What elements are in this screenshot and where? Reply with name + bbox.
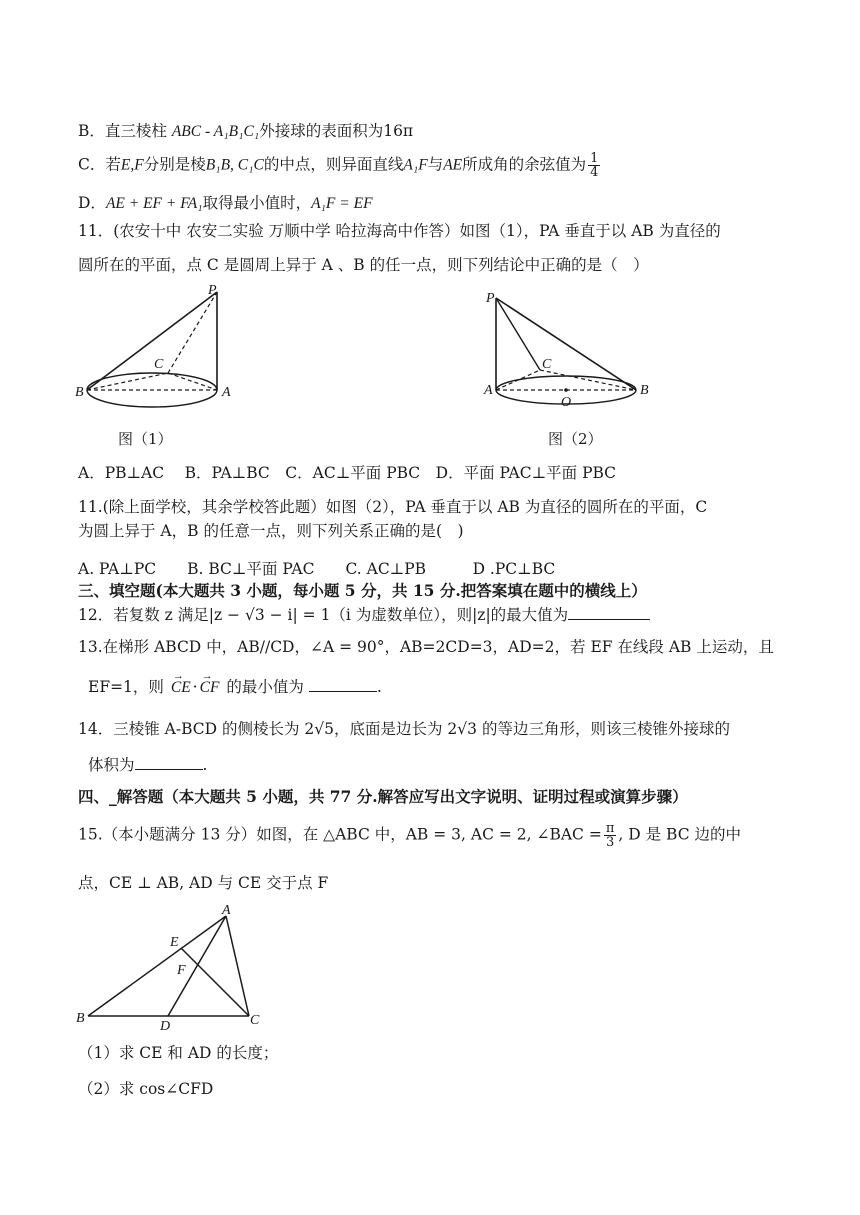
- q11b-line2: 为圆上异于 A，B 的任意一点，则下列关系正确的是( ): [78, 522, 464, 540]
- cosine-fraction: $\frac{1}{4}$: [590, 151, 599, 180]
- figure-1-caption: 图（1）: [118, 430, 173, 448]
- q15-line2: 点，CE ⊥ AB, AD 与 CE 交于点 F: [78, 874, 329, 892]
- q11b-line1: 11.(除上面学校，其余学校答此题）如图（2），PA 垂直于以 AB 为直径的圆所在的平面，C: [78, 498, 708, 516]
- q10-option-b: B．直三棱柱 ABC - A₁B₁C₁外接球的表面积为16π: [78, 122, 414, 140]
- fig2-label-p: P: [486, 291, 495, 306]
- pi-over-three: $\frac{\pi}{3}$: [605, 821, 615, 850]
- q12-answer-blank: [568, 605, 650, 620]
- fig2-label-c: C: [542, 357, 552, 372]
- fig2-label-b: B: [640, 383, 649, 398]
- section-4-title: 四、_解答题（本大题共 5 小题，共 77 分.解答应写出文字说明、证明过程或演算步骤）: [78, 787, 688, 806]
- q11a-line2: 圆所在的平面，点 C 是圆周上异于 A 、B 的任一点，则下列结论中正确的是（ ）: [78, 256, 649, 274]
- q15-sub1: （1）求 CE 和 AD 的长度；: [78, 1044, 279, 1062]
- tri-label-d: D: [160, 1019, 171, 1034]
- vector-cf: → CF: [200, 677, 220, 699]
- tri-label-b: B: [76, 1011, 85, 1026]
- tri-label-f: F: [177, 963, 186, 978]
- triangle-figure: [74, 896, 274, 1040]
- tri-label-a: A: [222, 903, 231, 918]
- q11a-line1: 11．(农安十中 农安二实验 万顺中学 哈拉海高中作答）如图（1），PA 垂直于以 AB 为直径的: [78, 222, 721, 240]
- q15-line1: 15.（本小题满分 13 分）如图，在 △ABC 中，AB = 3, AC = 2, ∠BAC = $\frac{\pi}{3}$ , D 是 BC 边的中: [78, 821, 741, 850]
- q13-answer-blank: [309, 677, 377, 692]
- q14-answer-blank: [135, 755, 203, 770]
- q10-option-c: C．若E,F分别是棱B₁B, C₁C的中点，则异面直线A₁F与AE所成角的余弦值为 $\frac{1}{4}$: [78, 151, 599, 180]
- q13-line1: 13.在梯形 ABCD 中，AB//CD，∠A = 90°，AB=2CD=3，AD=2，若 EF 在线段 AB 上运动，且: [78, 638, 774, 656]
- q14-line2: 体积为 .: [88, 756, 208, 774]
- fig2-label-a: A: [484, 383, 493, 398]
- fig1-label-b: B: [75, 385, 84, 400]
- tri-label-e: E: [170, 935, 179, 950]
- figure-2-caption: 图（2）: [548, 430, 603, 448]
- figure-2: [476, 286, 666, 420]
- vector-ce: → CE: [171, 677, 191, 699]
- q11b-options: A. PA⊥PC B. BC⊥平面 PAC C. AC⊥PB D .PC⊥BC: [78, 560, 556, 578]
- fig2-label-o: O: [561, 395, 572, 410]
- q11a-options: A．PB⊥AC B．PA⊥BC C．AC⊥平面 PBC D．平面 PAC⊥平面 PBC: [78, 464, 617, 482]
- tri-label-c: C: [250, 1013, 260, 1028]
- q15-sub2: （2）求 cos∠CFD: [78, 1080, 214, 1098]
- q10-option-d: D．AE + EF + FA₁取得最小值时，A₁F = EF: [78, 194, 373, 212]
- fig1-label-p: P: [208, 283, 217, 298]
- q12: 12．若复数 z 满足|z − √3 − i| = 1（i 为虚数单位），则|z|的最大值为: [78, 604, 650, 626]
- q14-line1: 14．三棱锥 A-BCD 的侧棱长为 2√5，底面是边长为 2√3 的等边三角形，则该三棱锥外接球的: [78, 720, 730, 738]
- figure-1: [72, 280, 252, 424]
- fig1-label-c: C: [154, 357, 164, 372]
- section-3-title: 三、填空题(本大题共 3 小题，每小题 5 分，共 15 分.把答案填在题中的横线上）: [78, 581, 647, 600]
- fig1-label-a: A: [222, 385, 231, 400]
- q13-line2: EF=1，则 → CE ·→ CF 的最小值为 .: [88, 676, 382, 699]
